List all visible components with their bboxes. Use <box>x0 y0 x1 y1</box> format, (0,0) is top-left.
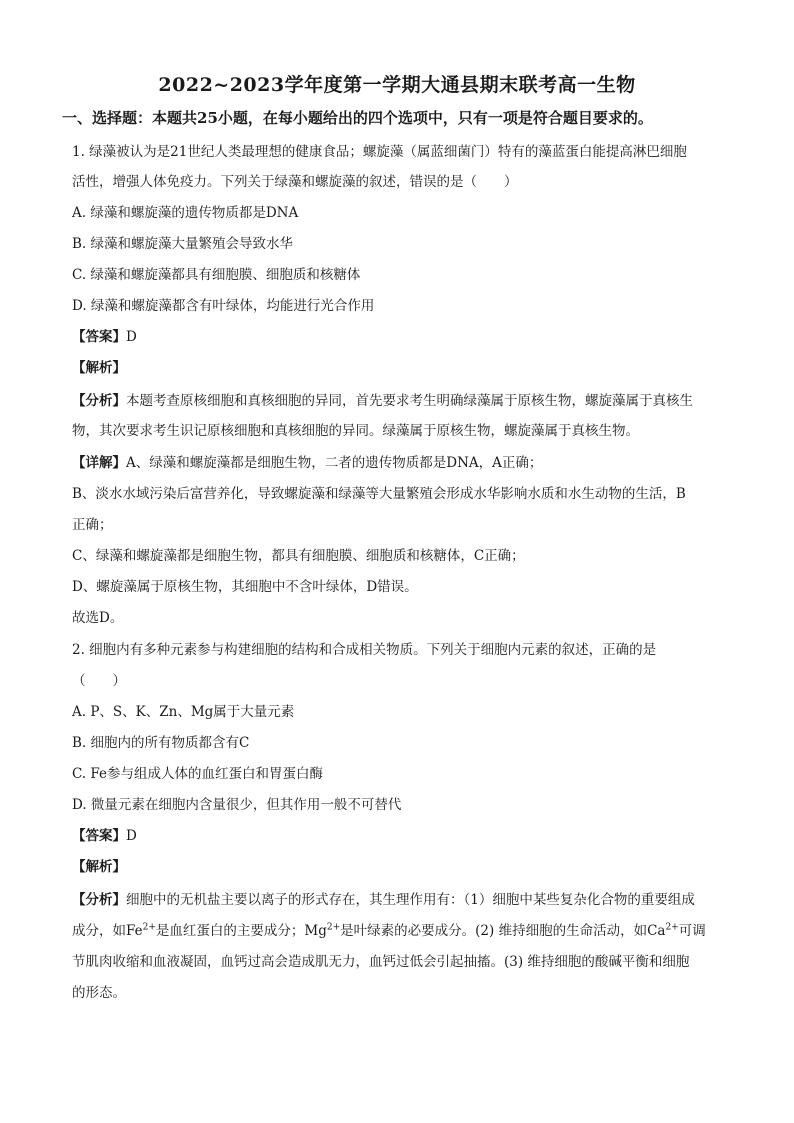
q2-stem-line2: （ ） <box>72 673 126 689</box>
answer-value: D <box>126 828 137 844</box>
q1-jiexi-tag: 【解析】 <box>72 360 126 376</box>
q2-option-b: B. 细胞内的所有物质都含有C <box>72 735 250 751</box>
q1-fenxi-line1: 【分析】本题考查原核细胞和真核细胞的异同，首先要求考生明确绿藻属于原核生物，螺旋藻属于真核生 <box>72 393 693 409</box>
q1-option-a: A. 绿藻和螺旋藻的遗传物质都是DNA <box>72 205 299 221</box>
q1-stem-line1: 1. 绿藻被认为是21世纪人类最理想的健康食品；螺旋藻（属蓝细菌门）特有的藻蓝蛋白能提高淋巴细胞 <box>72 144 687 160</box>
q2-option-d: D. 微量元素在细胞内含量很少，但其作用一般不可替代 <box>72 797 402 813</box>
q1-fenxi-line2: 物，其次要求考生识记原核细胞和真核细胞的异同。绿藻属于原核生物，螺旋藻属于真核生物。 <box>72 423 639 439</box>
q1-xiangjie-d: D、螺旋藻属于原核生物，其细胞中不含叶绿体，D错误。 <box>72 579 418 595</box>
q2-fenxi-line4: 的形态。 <box>72 985 126 1001</box>
answer-value: D <box>126 329 137 345</box>
q1-xiangjie-b2: 正确； <box>72 517 113 533</box>
section-heading: 一、选择题：本题共25小题，在每小题给出的四个选项中，只有一项是符合题目要求的。 <box>62 109 653 127</box>
q2-option-c: C. Fe参与组成人体的血红蛋白和胃蛋白酶 <box>72 766 324 782</box>
q2-stem-line1: 2. 细胞内有多种元素参与构建细胞的结构和合成相关物质。下列关于细胞内元素的叙述，正确的是 <box>72 642 657 658</box>
q1-option-b: B. 绿藻和螺旋藻大量繁殖会导致水华 <box>72 236 294 252</box>
q1-conclusion: 故选D。 <box>72 610 124 626</box>
q1-answer <box>72 327 732 347</box>
q2-jiexi-tag: 【解析】 <box>72 859 126 875</box>
q1-option-c: C. 绿藻和螺旋藻都具有细胞膜、细胞质和核糖体 <box>72 267 361 283</box>
answer-tag: 【答案】 <box>72 828 126 844</box>
q1-xiangjie-c: C、绿藻和螺旋藻都是细胞生物，都具有细胞膜、细胞质和核糖体，C正确； <box>72 548 525 564</box>
q2-fenxi-line2: 成分，如$Fe^{2+}$是血红蛋白的主要成分；$Mg^{2+}$是叶绿素的必要成分。(2) 维持细胞的生命活动，如$Ca^{2+}$可调 <box>72 922 706 939</box>
q2-answer <box>72 826 732 846</box>
q2-option-a: A. P、S、K、Zn、Mg属于大量元素 <box>72 704 295 720</box>
answer-tag: 【答案】 <box>72 329 126 345</box>
q1-xiangjie-a: 【详解】A、绿藻和螺旋藻都是细胞生物，二者的遗传物质都是DNA，A正确； <box>72 455 543 471</box>
q2-fenxi-line3: 节肌肉收缩和血液凝固，血钙过高会造成肌无力，血钙过低会引起抽搐。(3) 维持细胞的酸碱平衡和细胞 <box>72 954 690 970</box>
q1-stem-line2: 活性，增强人体免疫力。下列关于绿藻和螺旋藻的叙述，错误的是（ ） <box>72 174 518 190</box>
fenxi-tag: 【分析】 <box>72 393 126 409</box>
q2-fenxi-line1: 【分析】细胞中的无机盐主要以离子的形式存在，其生理作用有：（1）细胞中某些复杂化合物的重要组成 <box>72 892 695 908</box>
q1-option-d: D. 绿藻和螺旋藻都含有叶绿体，均能进行光合作用 <box>72 298 375 314</box>
xiangjie-tag: 【详解】 <box>72 455 126 471</box>
fenxi-tag: 【分析】 <box>72 892 126 908</box>
page-title: 2022~2023学年度第一学期大通县期末联考高一生物 <box>158 74 636 96</box>
q1-xiangjie-b1: B、淡水水域污染后富营养化，导致螺旋藻和绿藻等大量繁殖会形成水华影响水质和水生动物的生活，B <box>72 486 686 502</box>
